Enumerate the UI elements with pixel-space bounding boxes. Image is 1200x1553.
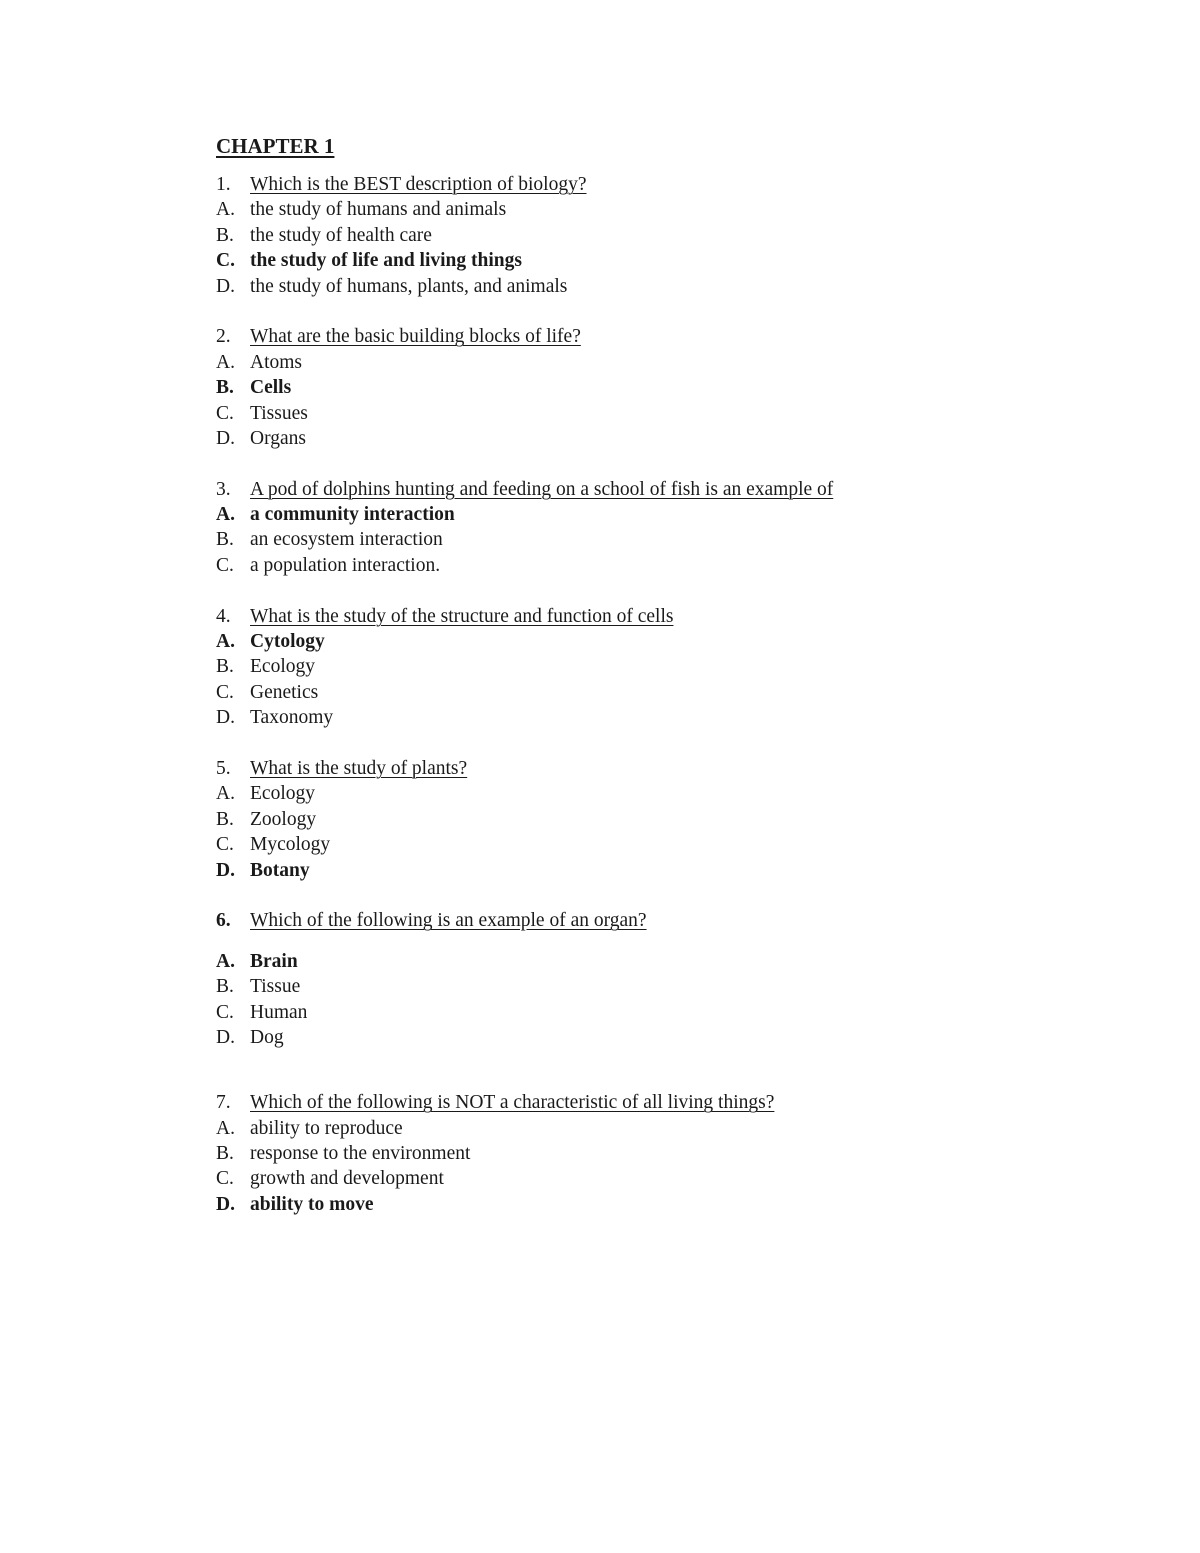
question-text: Which of the following is NOT a characteristic of all living things? [250, 1092, 775, 1114]
option-text: Cytology [250, 631, 325, 653]
option-text: ability to reproduce [250, 1117, 403, 1139]
option-letter: D. [216, 1026, 235, 1048]
question-text: A pod of dolphins hunting and feeding on a school of fish is an example of [250, 478, 834, 500]
option-letter: B. [216, 808, 234, 830]
option-text: Mycology [250, 834, 331, 856]
option-letter: A. [216, 504, 235, 526]
question-line [216, 324, 976, 349]
option-text: growth and development [250, 1168, 444, 1190]
answer-option [216, 1116, 976, 1141]
option-text: Ecology [250, 783, 315, 805]
chapter-title: CHAPTER 1 [216, 134, 335, 158]
option-text: a population interaction. [250, 554, 441, 576]
option-text: Organs [250, 427, 306, 449]
question-block [216, 324, 976, 451]
answer-option [216, 807, 976, 832]
option-letter: C. [216, 250, 235, 272]
question-number: 3. [216, 478, 231, 500]
question-block [216, 1090, 976, 1217]
question-text: Which of the following is an example of an organ? [250, 910, 647, 932]
question-line [216, 172, 976, 197]
answer-option [216, 680, 976, 705]
answer-option [216, 401, 976, 426]
option-letter: A. [216, 783, 235, 805]
option-letter: C. [216, 834, 234, 856]
option-text: Ecology [250, 656, 315, 678]
answer-option [216, 553, 976, 578]
correct-answer-option [216, 248, 976, 273]
correct-answer-option [216, 858, 976, 883]
option-letter: B. [216, 529, 234, 551]
option-letter: C. [216, 1168, 234, 1190]
question-text: What are the basic building blocks of life? [250, 326, 581, 348]
correct-answer-option [216, 502, 976, 527]
answer-option [216, 350, 976, 375]
answer-option [216, 527, 976, 552]
option-text: Brain [250, 950, 298, 972]
option-text: Human [250, 1001, 308, 1023]
option-letter: B. [216, 1143, 234, 1165]
answer-option [216, 197, 976, 222]
answer-option [216, 1166, 976, 1191]
question-line [216, 908, 976, 933]
question-number: 2. [216, 326, 231, 348]
question-block [216, 172, 976, 299]
question-line [216, 604, 976, 629]
option-letter: D. [216, 1193, 235, 1215]
answer-option [216, 1000, 976, 1025]
option-text: the study of humans, plants, and animals [250, 275, 568, 297]
answer-option [216, 1141, 976, 1166]
option-text: Cells [250, 377, 292, 399]
answer-option [216, 274, 976, 299]
question-line [216, 1090, 976, 1115]
option-letter: C. [216, 402, 234, 424]
question-block [216, 756, 976, 883]
question-block [216, 477, 976, 579]
answer-option [216, 974, 976, 999]
option-letter: B. [216, 224, 234, 246]
option-text: Atoms [250, 351, 303, 373]
option-letter: B. [216, 377, 234, 399]
answer-option [216, 1025, 976, 1050]
question-text: Which is the BEST description of biology? [250, 174, 587, 195]
correct-answer-option [216, 375, 976, 400]
correct-answer-option [216, 949, 976, 974]
answer-option [216, 705, 976, 730]
option-text: Taxonomy [250, 707, 334, 729]
question-number: 6. [216, 910, 231, 932]
option-text: Zoology [250, 808, 317, 830]
question-block [216, 604, 976, 731]
option-text: the study of humans and animals [250, 199, 507, 221]
option-letter: A. [216, 631, 235, 653]
answer-option [216, 654, 976, 679]
option-letter: D. [216, 427, 235, 449]
option-text: Genetics [250, 681, 319, 703]
answer-option [216, 832, 976, 857]
option-text: an ecosystem interaction [250, 529, 443, 551]
option-text: Tissues [250, 402, 308, 424]
option-text: the study of life and living things [250, 250, 522, 272]
option-letter: B. [216, 656, 234, 678]
document-page [216, 131, 976, 1217]
option-text: Dog [250, 1026, 284, 1048]
option-text: Botany [250, 859, 310, 881]
question-number: 5. [216, 757, 231, 779]
option-letter: C. [216, 681, 234, 703]
option-letter: A. [216, 950, 235, 972]
question-block [216, 908, 976, 1050]
option-letter: D. [216, 859, 235, 881]
option-letter: C. [216, 1001, 234, 1023]
correct-answer-option [216, 1192, 976, 1217]
question-line [216, 477, 976, 502]
option-letter: A. [216, 1117, 235, 1139]
answer-option [216, 426, 976, 451]
option-text: response to the environment [250, 1143, 471, 1165]
answer-option [216, 781, 976, 806]
question-number: 7. [216, 1092, 231, 1114]
option-letter: D. [216, 707, 235, 729]
question-line [216, 756, 976, 781]
option-letter: B. [216, 976, 234, 998]
question-number: 1. [216, 174, 231, 195]
answer-option [216, 223, 976, 248]
option-text: a community interaction [250, 504, 455, 526]
option-text: the study of health care [250, 224, 432, 246]
option-text: Tissue [250, 976, 301, 998]
correct-answer-option [216, 629, 976, 654]
option-letter: D. [216, 275, 235, 297]
option-text: ability to move [250, 1193, 374, 1215]
option-letter: A. [216, 351, 235, 373]
question-text: What is the study of plants? [250, 757, 468, 779]
question-number: 4. [216, 605, 231, 627]
option-letter: C. [216, 554, 234, 576]
question-text: What is the study of the structure and function of cells [250, 605, 674, 627]
option-letter: A. [216, 199, 235, 221]
